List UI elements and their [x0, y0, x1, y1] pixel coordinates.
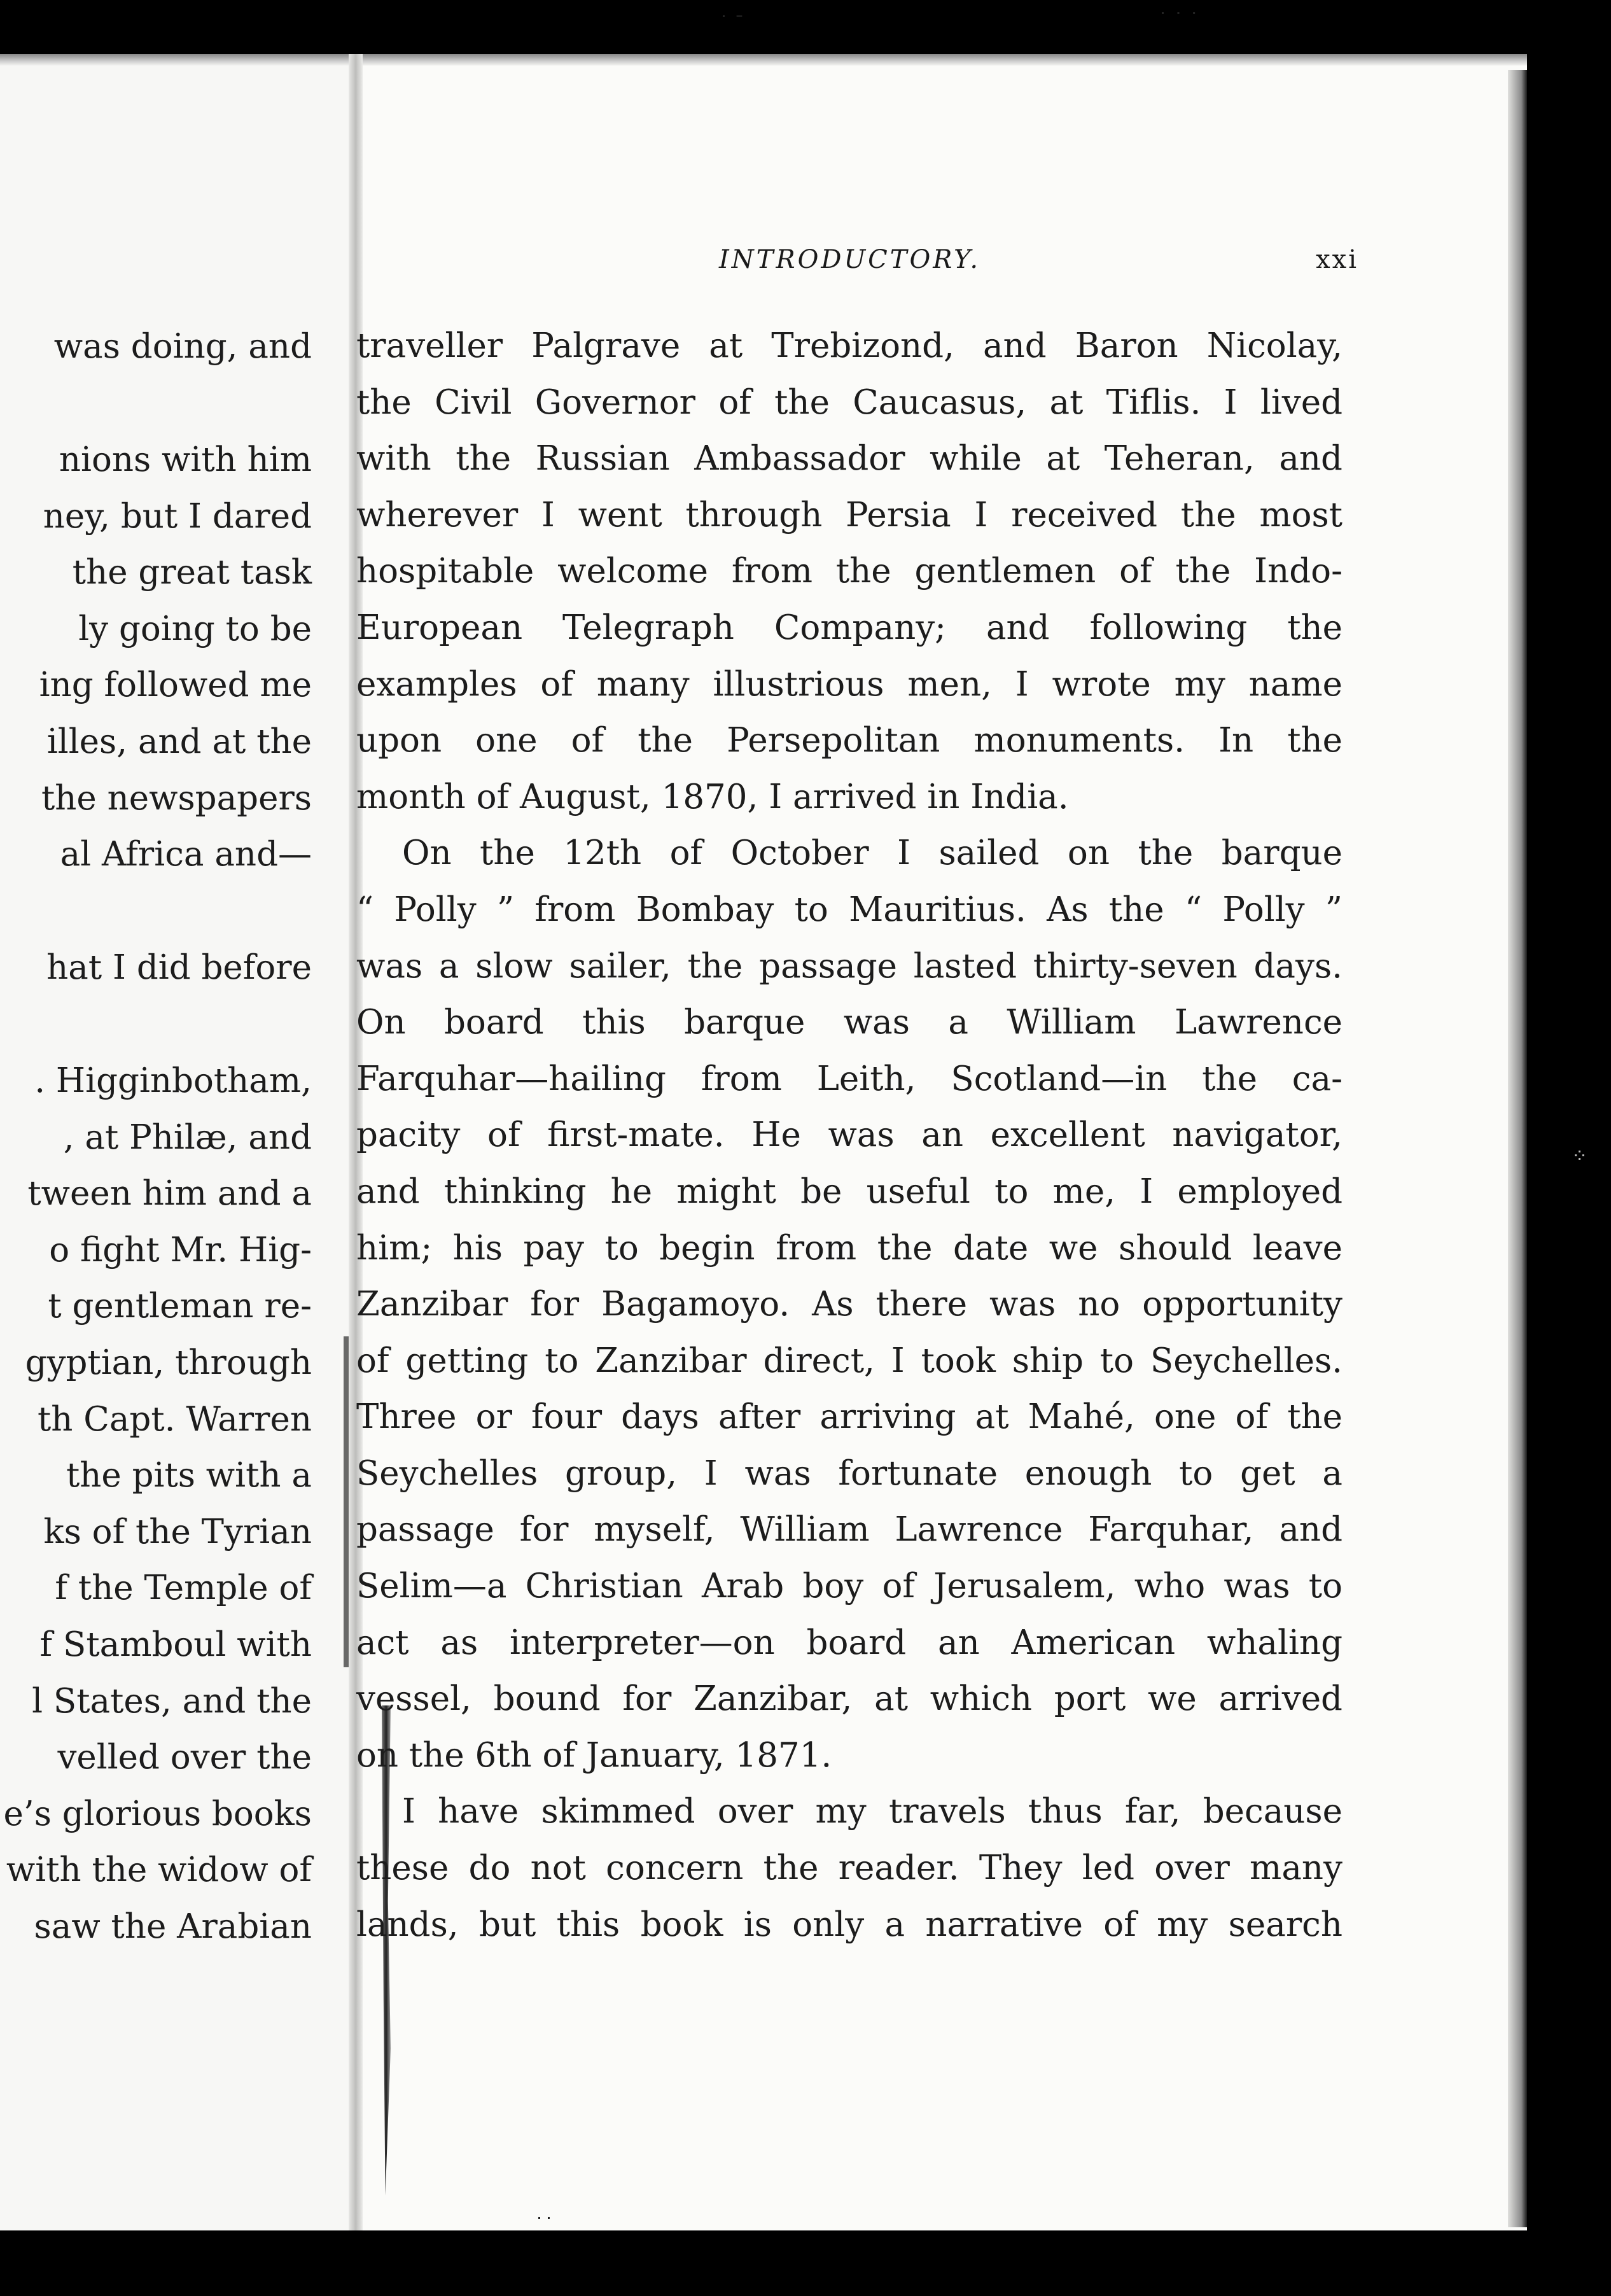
- left-line: ks of the Tyrian: [43, 1512, 312, 1551]
- text-line: I have skimmed over my travels thus far, because: [402, 1792, 1342, 1831]
- left-line: nions with him: [59, 440, 312, 479]
- page-number: xxi: [1316, 245, 1358, 274]
- scan-speck: ˙ ˉ: [719, 13, 744, 35]
- text-line: and thinking he might be useful to me, I employed: [356, 1172, 1342, 1211]
- left-line: l States, and the: [32, 1681, 312, 1721]
- left-line: with the widow of: [6, 1851, 312, 1890]
- right-page-text: [356, 318, 1342, 1953]
- left-line: ney, but I dared: [43, 496, 312, 536]
- text-line: act as interpreter—on board an American whaling: [356, 1623, 1342, 1662]
- left-page-text: [0, 318, 312, 1955]
- text-line: Selim—a Christian Arab boy of Jerusalem, who was to: [356, 1567, 1342, 1606]
- text-line: wherever I went through Persia I received the most: [356, 495, 1342, 535]
- text-line: on the 6th of January, 1871.: [356, 1735, 832, 1775]
- left-line: , at Philæ, and: [63, 1117, 312, 1157]
- left-line: the pits with a: [66, 1456, 312, 1495]
- text-line: Seychelles group, I was fortunate enough to get a: [356, 1453, 1342, 1493]
- left-line: [0, 996, 312, 1053]
- paper-crease: [344, 1336, 349, 1667]
- page-edge-shadow: [1508, 70, 1527, 2227]
- text-line: vessel, bound for Zanzibar, at which port we arrived: [356, 1679, 1342, 1719]
- left-line: gyptian, through: [25, 1343, 312, 1383]
- left-line: the great task: [72, 553, 312, 592]
- left-line: the newspapers: [41, 778, 312, 818]
- text-line: with the Russian Ambassador while at Teheran, and: [356, 439, 1342, 479]
- left-line: e’s glorious books: [3, 1794, 312, 1833]
- text-line: “ Polly ” from Bombay to Mauritius. As the “ Polly ”: [356, 890, 1342, 929]
- text-line: On board this barque was a William Lawrence: [356, 1003, 1342, 1042]
- left-line: th Capt. Warren: [38, 1399, 312, 1439]
- left-line: f Stamboul with: [39, 1625, 312, 1665]
- left-line: ly going to be: [78, 609, 312, 648]
- text-line: pacity of first-mate. He was an excellent navigator,: [356, 1116, 1342, 1155]
- text-line: hospitable welcome from the gentlemen of the Indo-: [356, 552, 1342, 591]
- text-line: the Civil Governor of the Caucasus, at Tiflis. I lived: [356, 382, 1342, 422]
- left-line: t gentleman re-: [48, 1287, 312, 1326]
- text-line: month of August, 1870, I arrived in India.: [356, 777, 1069, 816]
- scan-speck: ˙˙: [534, 2215, 554, 2237]
- text-line: examples of many illustrious men, I wrote my name: [356, 664, 1342, 704]
- page-header: [719, 245, 1358, 283]
- scan-speck: ⁘: [1572, 1145, 1588, 1168]
- text-line: him; his pay to begin from the date we should leave: [356, 1228, 1342, 1268]
- left-line: f the Temple of: [55, 1569, 312, 1608]
- left-line: was doing, and: [53, 327, 312, 366]
- text-line: of getting to Zanzibar direct, I took ship to Seychelles.: [356, 1341, 1342, 1380]
- text-line: European Telegraph Company; and following the: [356, 608, 1342, 647]
- left-line: tween him and a: [27, 1174, 312, 1214]
- left-line: illes, and at the: [46, 722, 312, 761]
- left-line: saw the Arabian: [34, 1907, 312, 1947]
- text-line: was a slow sailer, the passage lasted thirty-seven days.: [356, 946, 1342, 986]
- page-top-shadow: [0, 54, 1527, 66]
- left-line: al Africa and—: [60, 835, 312, 874]
- left-line: velled over the: [57, 1738, 312, 1777]
- left-line: o fight Mr. Hig-: [49, 1230, 312, 1270]
- left-line: [0, 883, 312, 939]
- text-line: passage for myself, William Lawrence Farquhar, and: [356, 1510, 1342, 1550]
- text-line: lands, but this book is only a narrative of my search: [356, 1905, 1342, 1944]
- left-line: ing followed me: [39, 666, 312, 705]
- left-line: hat I did before: [46, 948, 312, 988]
- scan-speck: ˙ ˙ ˙: [1158, 10, 1199, 32]
- text-line: these do not concern the reader. They led over many: [356, 1849, 1342, 1888]
- left-line: . Higginbotham,: [34, 1061, 312, 1101]
- text-line: traveller Palgrave at Trebizond, and Baron Nicolay,: [356, 326, 1342, 365]
- running-head: INTRODUCTORY.: [719, 245, 981, 274]
- text-line: Zanzibar for Bagamoyo. As there was no opportunity: [356, 1285, 1342, 1324]
- left-line: [0, 375, 312, 431]
- text-line: upon one of the Persepolitan monuments. In the: [356, 721, 1342, 760]
- text-line: Three or four days after arriving at Mahé, one of the: [356, 1397, 1342, 1437]
- text-line: On the 12th of October I sailed on the barque: [402, 834, 1342, 873]
- text-line: Farquhar—hailing from Leith, Scotland—in the ca-: [356, 1059, 1342, 1098]
